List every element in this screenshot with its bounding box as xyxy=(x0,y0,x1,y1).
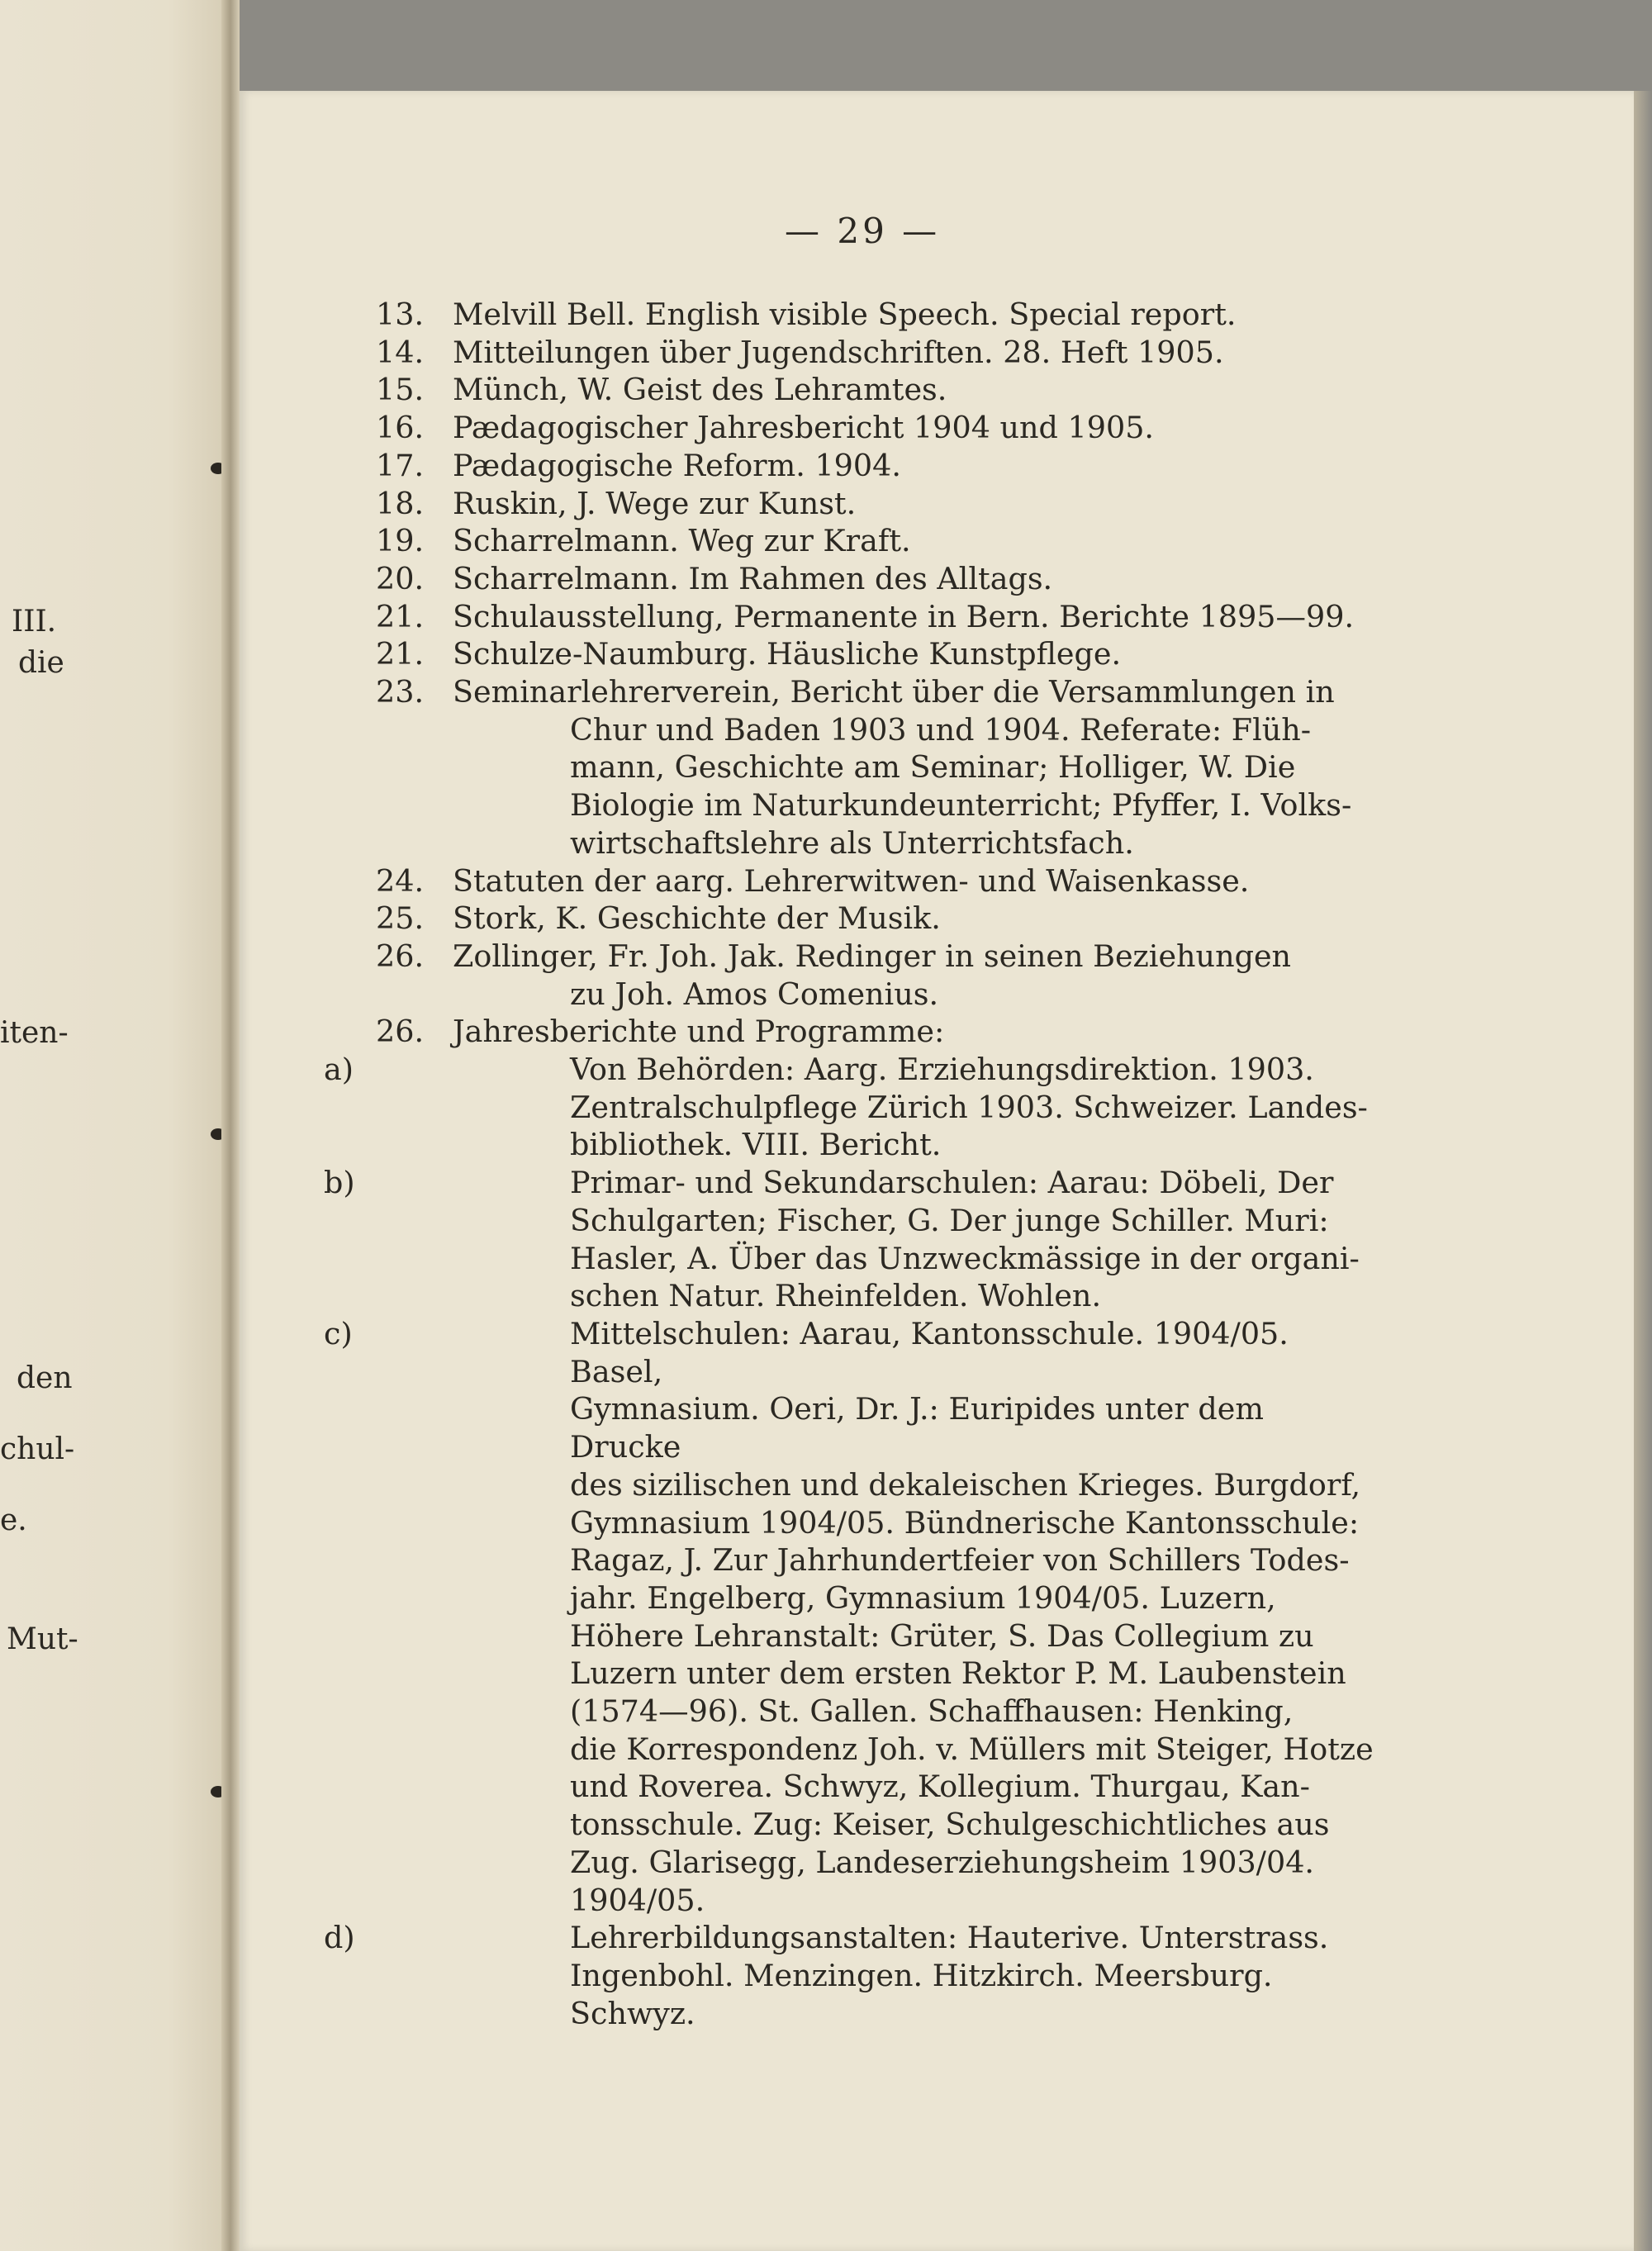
entry-number: 13. xyxy=(376,297,425,332)
subentry-line: Zug. Glarisegg, Landeserziehungsheim 1903/04. xyxy=(570,1844,1315,1880)
entry-text: Melvill Bell. English visible Speech. Special report. xyxy=(453,297,1237,332)
entry-text: Jahresberichte und Programme: xyxy=(453,1014,945,1050)
entry-text: Seminarlehrerverein, Bericht über die Versammlungen in xyxy=(453,674,1335,710)
subentry-line: Mittelschulen: Aarau, Kantonsschule. 1904/05. Basel, xyxy=(570,1315,1289,1389)
entry-23 xyxy=(376,673,1384,862)
entry-13 xyxy=(376,296,1384,334)
bibliography-list xyxy=(324,296,1384,2032)
subentry-b xyxy=(324,1164,1384,1315)
entry-number: 15. xyxy=(376,372,425,408)
entry-text: Scharrelmann. Weg zur Kraft. xyxy=(453,523,911,559)
page-gutter xyxy=(221,0,240,2251)
subentry-line: Höhere Lehranstalt: Grüter, S. Das Collegium zu xyxy=(570,1617,1314,1654)
entry-number: 19. xyxy=(376,523,425,559)
entry-21b xyxy=(376,635,1384,673)
entry-14 xyxy=(376,334,1384,372)
entry-number: 23. xyxy=(376,674,425,710)
subentry-line: Lehrerbildungsanstalten: Hauterive. Unterstrass. xyxy=(570,1920,1329,1956)
left-fragment-4: den xyxy=(17,1361,73,1395)
subentry-a xyxy=(324,1051,1384,1164)
entry-number: 26. xyxy=(376,1014,425,1050)
subentry-line: Gymnasium. Oeri, Dr. J.: Euripides unter dem Drucke xyxy=(570,1391,1264,1465)
entry-20 xyxy=(376,560,1384,598)
entry-number: 21. xyxy=(376,598,425,634)
entry-17 xyxy=(376,447,1384,485)
entry-25 xyxy=(376,900,1384,938)
subentry-line: Von Behörden: Aarg. Erziehungsdirektion. 1903. xyxy=(570,1052,1314,1088)
subentry-line: Primar- und Sekundarschulen: Aarau: Döbeli, Der xyxy=(570,1165,1334,1201)
entry-continuation-line: Biologie im Naturkundeunterricht; Pfyffer, I. Volks- xyxy=(570,787,1352,824)
left-fragment-2: die xyxy=(18,646,64,680)
entry-21a xyxy=(376,598,1384,636)
entry-continuation xyxy=(453,711,1384,862)
entry-continuation-line: Chur und Baden 1903 und 1904. Referate: Flüh- xyxy=(570,711,1312,748)
subentry-line: und Roverea. Schwyz, Kollegium. Thurgau, Kan- xyxy=(570,1769,1311,1805)
entry-continuation-line: mann, Geschichte am Seminar; Holliger, W. Die xyxy=(570,749,1296,786)
subentry-line: die Korrespondenz Joh. v. Müllers mit Steiger, Hotze xyxy=(570,1731,1374,1767)
subentry-letter: a) xyxy=(324,1052,354,1088)
left-fragment-5: chul- xyxy=(0,1432,75,1466)
subentry-line: Zentralschulpflege Zürich 1903. Schweizer. Landes- xyxy=(570,1089,1368,1125)
entry-text: Pædagogische Reform. 1904. xyxy=(453,447,901,483)
entry-text: Scharrelmann. Im Rahmen des Alltags. xyxy=(453,560,1053,596)
subentry-line: Luzern unter dem ersten Rektor P. M. Laubenstein xyxy=(570,1655,1346,1692)
entry-15 xyxy=(376,371,1384,409)
subentry-letter: b) xyxy=(324,1165,355,1201)
subentry-line: Ingenbohl. Menzingen. Hitzkirch. Meersburg. Schwyz. xyxy=(570,1957,1273,2031)
entry-number: 26. xyxy=(376,938,425,974)
subentry-letter: d) xyxy=(324,1920,355,1956)
entry-text: Zollinger, Fr. Joh. Jak. Redinger in seinen Beziehungen xyxy=(453,938,1292,974)
left-fragment-7: Mut- xyxy=(7,1622,78,1656)
entry-continuation-line: wirtschaftslehre als Unterrichtsfach. xyxy=(570,824,1134,861)
subentry-line: Schulgarten; Fischer, G. Der junge Schiller. Muri: xyxy=(570,1202,1329,1238)
entry-number: 21. xyxy=(376,636,425,672)
entry-16 xyxy=(376,409,1384,447)
subentry-line: tonsschule. Zug: Keiser, Schulgeschichtliches aus xyxy=(570,1807,1330,1843)
subentry-line: schen Natur. Rheinfelden. Wohlen. xyxy=(570,1278,1102,1314)
entry-number: 24. xyxy=(376,862,425,899)
entry-text: Pædagogischer Jahresbericht 1904 und 1905. xyxy=(453,410,1155,446)
entry-text: Stork, K. Geschichte der Musik. xyxy=(453,900,941,937)
left-page xyxy=(0,0,240,2251)
left-fragment-3: iten- xyxy=(0,1016,69,1050)
entry-26b xyxy=(376,1013,1384,1051)
subentry-line: (1574—96). St. Gallen. Schaffhausen: Henking, xyxy=(570,1693,1294,1730)
subentry-line: jahr. Engelberg, Gymnasium 1904/05. Luzern, xyxy=(570,1579,1276,1616)
entry-number: 25. xyxy=(376,900,425,937)
entry-19 xyxy=(376,522,1384,560)
subentry-letter: c) xyxy=(324,1315,353,1351)
subentry-c xyxy=(324,1315,1384,1919)
subentry-line: bibliothek. VIII. Bericht. xyxy=(570,1127,942,1163)
subentry-d xyxy=(324,1919,1384,2032)
entry-text: Schulausstellung, Permanente in Bern. Berichte 1895—99. xyxy=(453,598,1355,634)
right-page-edge xyxy=(1634,91,1652,2251)
subentry-line: Ragaz, J. Zur Jahrhundertfeier von Schillers Todes- xyxy=(570,1542,1350,1579)
left-fragment-6: e. xyxy=(0,1503,27,1537)
subentry-line: Gymnasium 1904/05. Bündnerische Kantonsschule: xyxy=(570,1504,1360,1541)
entry-number: 16. xyxy=(376,410,425,446)
entry-26a xyxy=(376,938,1384,1013)
entry-18 xyxy=(376,485,1384,523)
subentry-line: des sizilischen und dekaleischen Krieges. Burgdorf, xyxy=(570,1466,1361,1503)
entry-24 xyxy=(376,862,1384,900)
entry-number: 17. xyxy=(376,447,425,483)
entry-number: 14. xyxy=(376,334,425,370)
entry-continuation xyxy=(453,976,1384,1014)
entry-text: Schulze-Naumburg. Häusliche Kunstpflege. xyxy=(453,636,1122,672)
entry-continuation-line: zu Joh. Amos Comenius. xyxy=(570,976,939,1012)
subentry-line: 1904/05. xyxy=(570,1882,705,1918)
left-fragment-1: III. xyxy=(12,605,57,639)
entry-text: Münch, W. Geist des Lehramtes. xyxy=(453,372,947,408)
entry-text: Statuten der aarg. Lehrerwitwen- und Waisenkasse. xyxy=(453,862,1250,899)
subentry-line: Hasler, A. Über das Unzweckmässige in der organi- xyxy=(570,1240,1360,1276)
page-number: — 29 — xyxy=(785,211,941,251)
entry-text: Mitteilungen über Jugendschriften. 28. Heft 1905. xyxy=(453,334,1224,370)
entry-number: 20. xyxy=(376,560,425,596)
entry-number: 18. xyxy=(376,485,425,521)
entry-text: Ruskin, J. Wege zur Kunst. xyxy=(453,485,857,521)
